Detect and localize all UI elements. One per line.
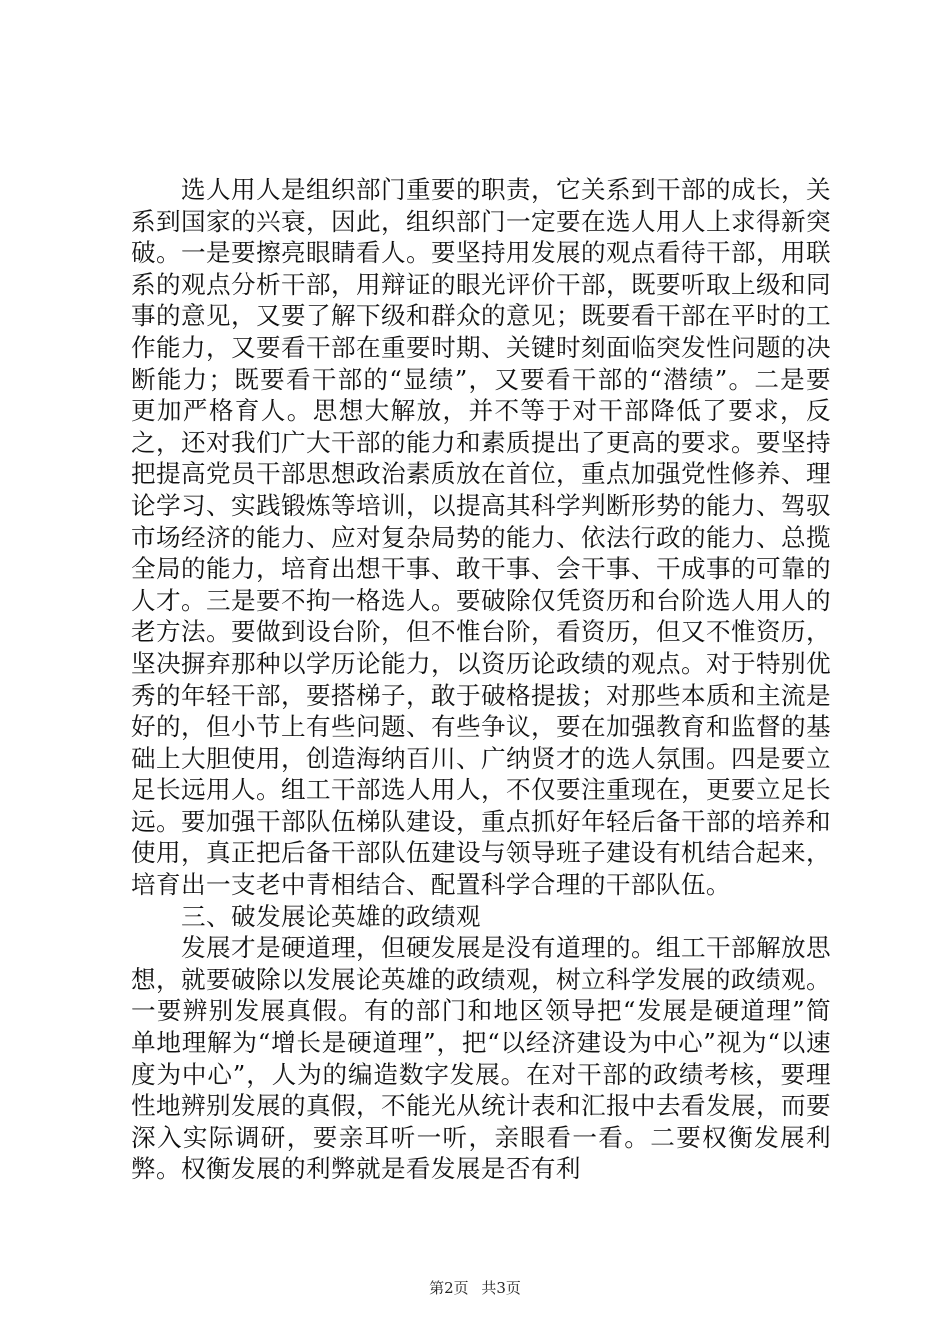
- paragraph-cadre-selection: 选人用人是组织部门重要的职责，它关系到干部的成长，关系到国家的兴衰，因此，组织部门一定要在选人用人上求得新突破。一是要擦亮眼睛看人。要坚持用发展的观点看待干部，用联系的观点分析干部，用辩证的眼光评价干部，既要听取上级和同事的意见，又要了解下级和群众的意见；既要看干部在平时的工作能力，又要看干部在重要时期、关键时刻面临突发性问题的决断能力；既要看干部的“显绩”，又要看干部的“潜绩”。二是要更加严格育人。思想大解放，并不等于对干部降低了要求，反之，还对我们广大干部的能力和素质提出了更高的要求。要坚持把提高党员干部思想政治素质放在首位，重点加强党性修养、理论学习、实践锻炼等培训，以提高其科学判断形势的能力、驾驭市场经济的能力、应对复杂局势的能力、依法行政的能力、总揽全局的能力，培育出想干事、敢干事、会干事、干成事的可靠的人才。三是要不拘一格选人。要破除仅凭资历和台阶选人用人的老方法。要做到设台阶，但不惟台阶，看资历，但又不惟资历，坚决摒弃那种以学历论能力，以资历论政绩的观点。对于特别优秀的年轻干部，要搭梯子，敢于破格提拔；对那些本质和主流是好的，但小节上有些问题、有些争议，要在加强教育和监督的基础上大胆使用，创造海纳百川、广纳贤才的选人氛围。四是要立足长远用人。组工干部选人用人，不仅要注重现在，更要立足长远。要加强干部队伍梯队建设，重点抓好年轻后备干部的培养和使用，真正把后备干部队伍建设与领导班子建设有机结合起来，培育出一支老中青相结合、配置科学合理的干部队伍。: [131, 175, 831, 900]
- page-number: 第2页: [429, 1279, 469, 1297]
- paragraph-development-view: 发展才是硬道理，但硬发展是没有道理的。组工干部解放思想，就要破除以发展论英雄的政绩观，树立科学发展的政绩观。一要辨别发展真假。有的部门和地区领导把“发展是硬道理”简单地理解为“增长是硬道理”，把“以经济建设为中心”视为“以速度为中心”，人为的编造数字发展。在对干部的政绩考核，要理性地辨别发展的真假，不能光从统计表和汇报中去看发展，而要深入实际调研，要亲耳听一听，亲眼看一看。二要权衡发展利弊。权衡发展的利弊就是看发展是否有利: [131, 933, 831, 1184]
- section-heading: 三、破发展论英雄的政绩观: [181, 901, 481, 931]
- document-body: [131, 174, 831, 1185]
- page-total: 共3页: [481, 1279, 521, 1297]
- page-footer: [0, 1277, 950, 1298]
